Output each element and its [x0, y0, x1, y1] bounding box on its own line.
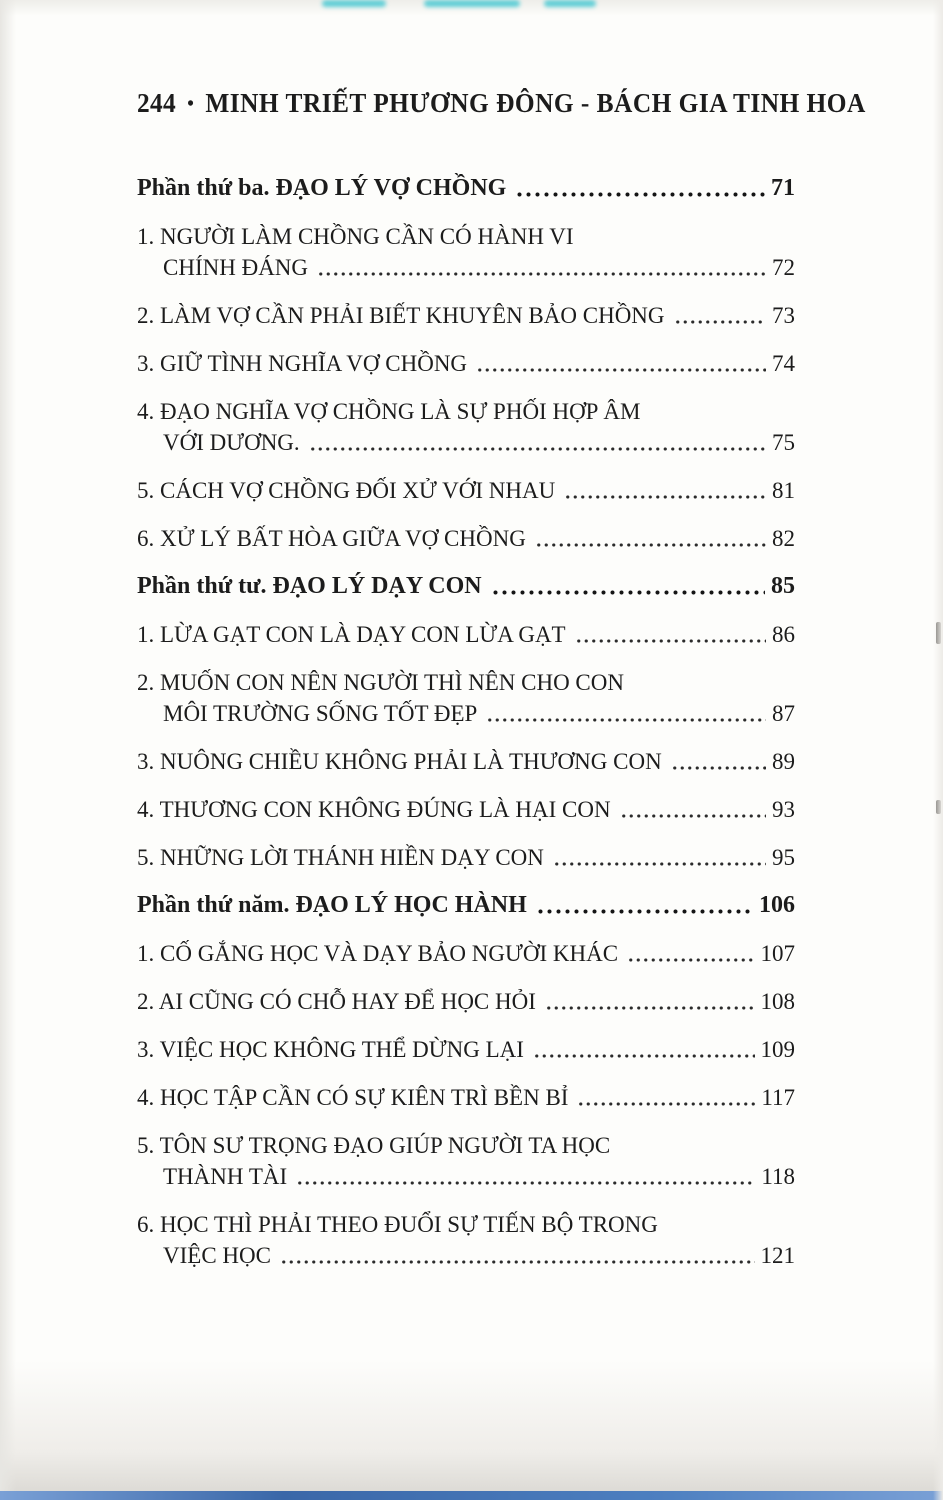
toc-entry-text: 3. NUÔNG CHIỀU KHÔNG PHẢI LÀ THƯƠNG CON: [137, 749, 662, 774]
toc-entry: [137, 348, 795, 379]
toc-entry-text: CHÍNH ĐÁNG: [163, 255, 309, 280]
dot-leader: [564, 475, 766, 506]
dot-leader: [627, 938, 754, 969]
toc-page-number: 73: [772, 303, 795, 328]
dot-leader: [533, 1034, 755, 1065]
toc-page-number: 86: [772, 622, 795, 647]
toc-entry-text-line1: 6. HỌC THÌ PHẢI THEO ĐUỔI SỰ TIẾN BỘ TRONG: [137, 1212, 658, 1237]
toc-entry-text: VỚI DƯƠNG.: [163, 430, 300, 455]
scan-artifact-bottom-bar: [0, 1491, 943, 1500]
toc-entry: [137, 1034, 795, 1065]
toc-entry-text: 2. LÀM VỢ CẦN PHẢI BIẾT KHUYÊN BẢO CHỒNG: [137, 303, 665, 328]
page-header: [137, 88, 866, 119]
toc-entry-text: 3. VIỆC HỌC KHÔNG THỂ DỪNG LẠI: [137, 1037, 524, 1062]
toc-entry: [137, 938, 795, 969]
toc-page-number: 109: [760, 1037, 795, 1062]
dot-leader: [577, 1082, 755, 1113]
toc-entry: [137, 1130, 795, 1192]
toc-entry-text: 6. XỬ LÝ BẤT HÒA GIỮA VỢ CHỒNG: [137, 526, 526, 551]
toc-page-number: 74: [772, 351, 795, 376]
table-of-contents: [137, 168, 795, 1288]
toc-entry-text: 4. THƯƠNG CON KHÔNG ĐÚNG LÀ HẠI CON: [137, 797, 611, 822]
toc-entry-text-line1: 2. MUỐN CON NÊN NGƯỜI THÌ NÊN CHO CON: [137, 670, 624, 695]
dot-leader: [317, 252, 766, 283]
dot-leader: [280, 1240, 755, 1271]
toc-entry: [137, 221, 795, 283]
toc-entry: [137, 475, 795, 506]
toc-entry: [137, 986, 795, 1017]
toc-entry-text: 2. AI CŨNG CÓ CHỖ HAY ĐỂ HỌC HỎI: [137, 989, 536, 1014]
toc-page-number: 71: [771, 175, 795, 201]
scan-highlight-artifact: [322, 0, 386, 7]
dot-leader: [553, 842, 766, 873]
toc-entry: [137, 523, 795, 554]
page-edge-mark: [936, 800, 941, 814]
scan-highlight-artifact: [424, 0, 520, 7]
toc-page-number: 72: [772, 255, 795, 280]
toc-page-number: 82: [772, 526, 795, 551]
toc-entry: [137, 890, 795, 921]
dot-leader: [491, 571, 765, 602]
toc-entry-text: MÔI TRƯỜNG SỐNG TỐT ĐẸP: [163, 701, 478, 726]
page-number: 244: [137, 88, 176, 118]
toc-page-number: 81: [772, 478, 795, 503]
toc-page-number: 85: [771, 573, 795, 599]
toc-entry-text: Phần thứ ba. ĐẠO LÝ VỢ CHỒNG: [137, 175, 507, 201]
toc-page-number: 75: [772, 430, 795, 455]
toc-page-number: 89: [772, 749, 795, 774]
toc-page-number: 95: [772, 845, 795, 870]
dot-leader: [535, 523, 766, 554]
toc-entry: [137, 571, 795, 602]
toc-entry-text: THÀNH TÀI: [163, 1164, 288, 1189]
dot-leader: [545, 986, 755, 1017]
dot-leader: [309, 427, 766, 458]
toc-entry-text: 4. HỌC TẬP CẦN CÓ SỰ KIÊN TRÌ BỀN BỈ: [137, 1085, 569, 1110]
toc-entry: [137, 842, 795, 873]
scan-highlight-artifact: [544, 0, 596, 7]
toc-page-number: 121: [760, 1243, 795, 1268]
dot-leader: [515, 173, 765, 204]
dot-leader: [671, 746, 766, 777]
toc-page-number: 107: [760, 941, 795, 966]
toc-entry-text: 5. NHỮNG LỜI THÁNH HIỀN DẠY CON: [137, 845, 544, 870]
toc-entry-text: 1. LỪA GẠT CON LÀ DẠY CON LỪA GẠT: [137, 622, 566, 647]
toc-entry-text: Phần thứ tư. ĐẠO LÝ DẠY CON: [137, 573, 482, 599]
bullet-separator: •: [187, 93, 195, 115]
dot-leader: [575, 619, 766, 650]
dot-leader: [620, 794, 766, 825]
dot-leader: [476, 348, 766, 379]
toc-page-number: 106: [759, 892, 795, 918]
toc-entry-text-line1: 5. TÔN SƯ TRỌNG ĐẠO GIÚP NGƯỜI TA HỌC: [137, 1133, 611, 1158]
toc-page-number: 117: [761, 1085, 795, 1110]
toc-entry: [137, 173, 795, 204]
toc-entry: [137, 619, 795, 650]
toc-page-number: 108: [760, 989, 795, 1014]
toc-entry: [137, 746, 795, 777]
toc-entry-text: 5. CÁCH VỢ CHỒNG ĐỐI XỬ VỚI NHAU: [137, 478, 556, 503]
toc-entry: [137, 667, 795, 729]
dot-leader: [536, 890, 753, 921]
toc-entry: [137, 1209, 795, 1271]
toc-entry-text-line1: 1. NGƯỜI LÀM CHỒNG CẦN CÓ HÀNH VI: [137, 224, 574, 249]
toc-page-number: 93: [772, 797, 795, 822]
toc-page-number: 118: [761, 1164, 795, 1189]
dot-leader: [296, 1161, 755, 1192]
toc-entry: [137, 1082, 795, 1113]
toc-entry: [137, 794, 795, 825]
dot-leader: [674, 300, 766, 331]
toc-entry-text: 3. GIỮ TÌNH NGHĨA VỢ CHỒNG: [137, 351, 468, 376]
toc-entry-text: VIỆC HỌC: [163, 1243, 271, 1268]
toc-entry: [137, 396, 795, 458]
toc-entry: [137, 300, 795, 331]
toc-entry-text: Phần thứ năm. ĐẠO LÝ HỌC HÀNH: [137, 892, 527, 918]
dot-leader: [486, 698, 766, 729]
running-title: MINH TRIẾT PHƯƠNG ĐÔNG - BÁCH GIA TINH HOA: [205, 88, 866, 118]
page-edge-mark: [936, 622, 941, 644]
toc-entry-text: 1. CỐ GẮNG HỌC VÀ DẠY BẢO NGƯỜI KHÁC: [137, 941, 619, 966]
toc-page-number: 87: [772, 701, 795, 726]
toc-entry-text-line1: 4. ĐẠO NGHĨA VỢ CHỒNG LÀ SỰ PHỐI HỢP ÂM: [137, 399, 641, 424]
